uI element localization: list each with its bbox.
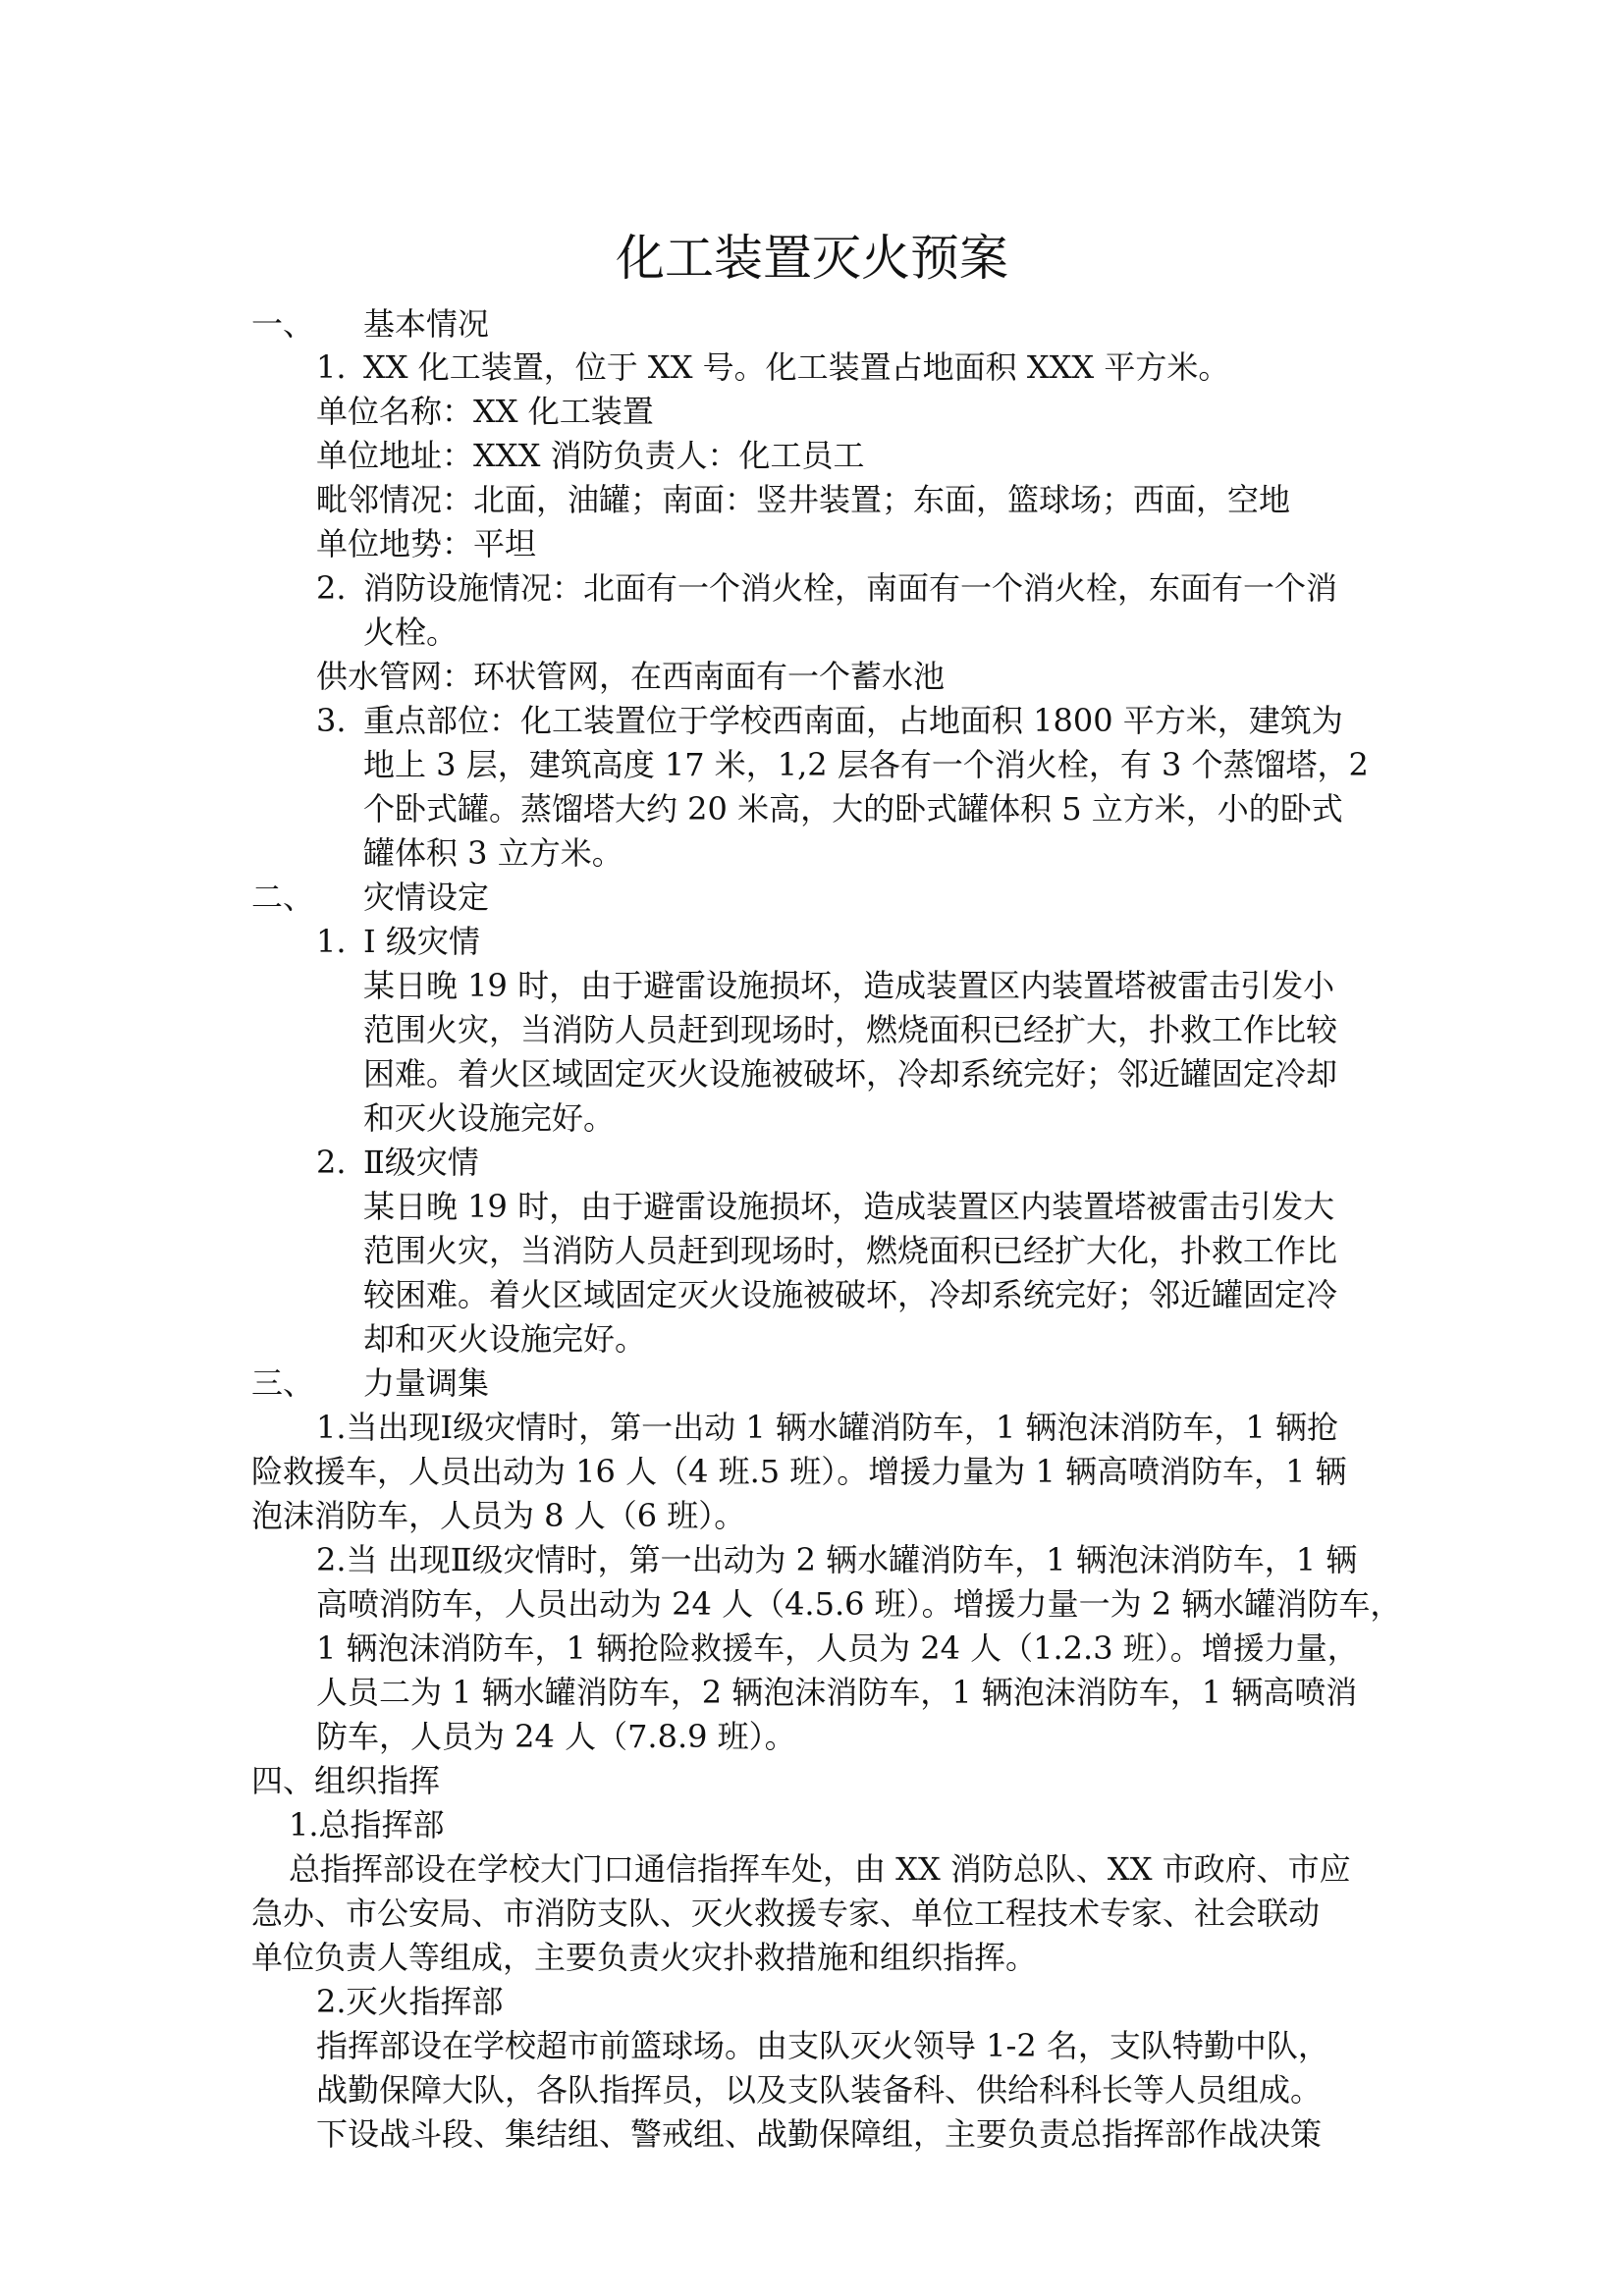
command-1-line: 单位负责人等组成，主要负责火灾扑救措施和组织指挥。 [251, 1939, 1038, 1976]
level-2-line: 某日晚 19 时，由于避雷设施损坏，造成装置区内装置塔被雷击引发大 [363, 1188, 1335, 1225]
command-1-line: 总指挥部设在学校大门口通信指挥车处，由 XX 消防总队、XX 市政府、市应 [289, 1850, 1351, 1888]
section-1-number: 一、 [251, 305, 315, 343]
level-2-title: Ⅱ级灾情 [363, 1144, 479, 1181]
command-2-line: 下设战斗段、集结组、警戒组、战勤保障组，主要负责总指挥部作战决策 [316, 2115, 1323, 2153]
command-2-line: 战勤保障大队，各队指挥员，以及支队装备科、供给科科长等人员组成。 [316, 2071, 1323, 2109]
unit-address-line: 单位地址：XXX 消防负责人：化工员工 [316, 437, 865, 474]
force-paragraph-1-line: 泡沫消防车，人员为 8 人（6 班）。 [251, 1497, 746, 1534]
force-paragraph-2-line: 1 辆泡沫消防车，1 辆抢险救援车，人员为 24 人（1.2.3 班）。增援力量， [316, 1629, 1359, 1667]
item-2-number: 2. [316, 569, 347, 607]
section-4-heading: 四、组织指挥 [251, 1762, 441, 1799]
item-2-line: 火栓。 [363, 614, 459, 651]
section-1-heading: 基本情况 [363, 305, 490, 343]
level-1-line: 困难。着火区域固定灭火设施被破坏，冷却系统完好；邻近罐固定冷却 [363, 1055, 1338, 1093]
level-2-line: 范围火灾，当消防人员赶到现场时，燃烧面积已经扩大化，扑救工作比 [363, 1232, 1338, 1269]
command-2-title: 2.灭火指挥部 [316, 1983, 504, 2020]
unit-name-line: 单位名称：XX 化工装置 [316, 393, 654, 430]
force-paragraph-2-line: 人员二为 1 辆水罐消防车，2 辆泡沫消防车，1 辆泡沫消防车，1 辆高喷消 [316, 1674, 1358, 1711]
item-1-number: 1. [316, 348, 347, 386]
force-paragraph-2-line: 防车，人员为 24 人（7.8.9 班）。 [316, 1718, 796, 1755]
level-2-line: 却和灭火设施完好。 [363, 1320, 647, 1358]
level-1-line: 某日晚 19 时，由于避雷设施损坏，造成装置区内装置塔被雷击引发小 [363, 967, 1335, 1004]
terrain-line: 单位地势：平坦 [316, 525, 537, 562]
item-2-line: 消防设施情况：北面有一个消火栓，南面有一个消火栓，东面有一个消 [363, 569, 1338, 607]
water-supply-line: 供水管网：环状管网，在西南面有一个蓄水池 [316, 658, 946, 695]
item-3-line: 重点部位：化工装置位于学校西南面，占地面积 1800 平方米，建筑为 [363, 702, 1343, 739]
command-2-line: 指挥部设在学校超市前篮球场。由支队灭火领导 1-2 名，支队特勤中队， [316, 2027, 1329, 2064]
force-paragraph-1-line: 1.当出现Ⅰ级灾情时，第一出动 1 辆水罐消防车，1 辆泡沫消防车，1 辆抢 [316, 1409, 1338, 1446]
force-paragraph-1-line: 险救援车，人员出动为 16 人（4 班.5 班）。增援力量为 1 辆高喷消防车，1 辆 [251, 1453, 1347, 1490]
item-3-line: 罐体积 3 立方米。 [363, 834, 623, 872]
force-paragraph-2-line: 2.当 出现Ⅱ级灾情时，第一出动为 2 辆水罐消防车，1 辆泡沫消防车，1 辆 [316, 1541, 1358, 1578]
section-2-heading: 灾情设定 [363, 879, 490, 916]
level-1-line: 和灭火设施完好。 [363, 1099, 616, 1137]
level-1-number: 1. [316, 923, 347, 960]
neighbors-line: 毗邻情况：北面，油罐；南面：竖井装置；东面，篮球场；西面，空地 [316, 481, 1291, 518]
section-3-heading: 力量调集 [363, 1364, 490, 1402]
document-title: 化工装置灭火预案 [616, 230, 1008, 287]
item-3-number: 3. [316, 702, 347, 739]
force-paragraph-2-line: 高喷消防车，人员出动为 24 人（4.5.6 班）。增援力量一为 2 辆水罐消防车， [316, 1585, 1402, 1623]
section-3-number: 三、 [251, 1364, 315, 1402]
level-2-line: 较困难。着火区域固定灭火设施被破坏，冷却系统完好；邻近罐固定冷 [363, 1276, 1338, 1313]
item-3-line: 地上 3 层，建筑高度 17 米，1,2 层各有一个消火栓，有 3 个蒸馏塔，2 [363, 746, 1369, 783]
section-2-number: 二、 [251, 879, 315, 916]
command-1-line: 急办、市公安局、市消防支队、灭火救援专家、单位工程技术专家、社会联动 [251, 1895, 1321, 1932]
item-1-text: XX 化工装置，位于 XX 号。化工装置占地面积 XXX 平方米。 [363, 348, 1230, 386]
level-1-title: Ⅰ 级灾情 [363, 923, 480, 960]
level-1-line: 范围火灾，当消防人员赶到现场时，燃烧面积已经扩大，扑救工作比较 [363, 1011, 1338, 1048]
command-1-title: 1.总指挥部 [289, 1806, 445, 1843]
level-2-number: 2. [316, 1144, 347, 1181]
item-3-line: 个卧式罐。蒸馏塔大约 20 米高，大的卧式罐体积 5 立方米，小的卧式 [363, 790, 1343, 828]
